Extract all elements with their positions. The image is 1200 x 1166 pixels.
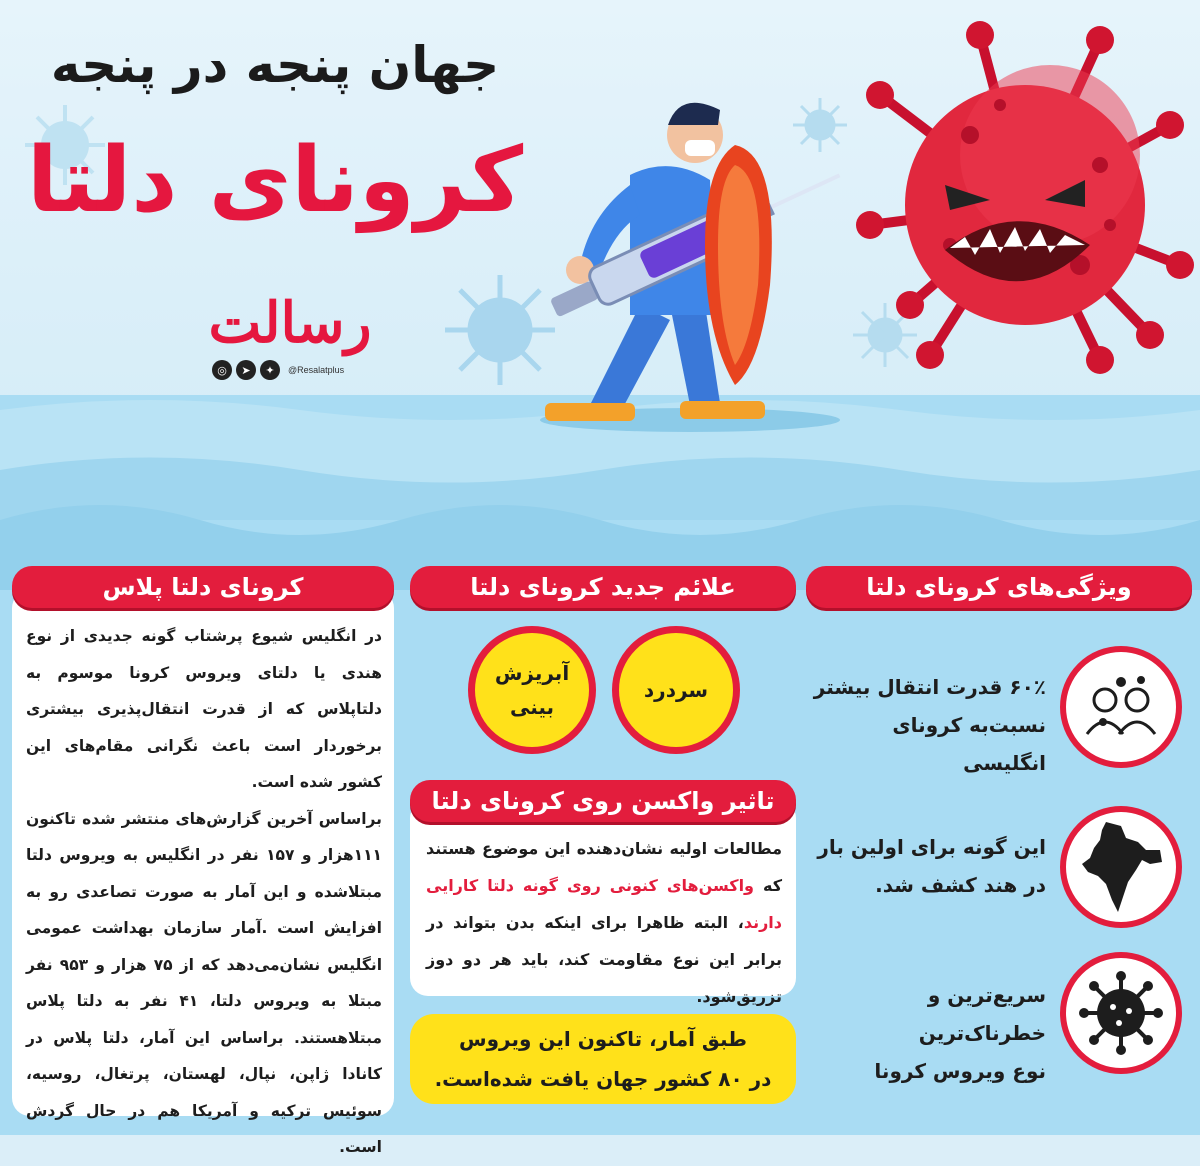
feature-3-line-2: نوع ویروس کرونا (874, 1059, 1046, 1083)
coronavirus-icon (1060, 952, 1182, 1074)
title-line-1: جهان پنجه در پنجه (50, 36, 500, 94)
feature-3-line-1: سریع‌ترین و خطرناک‌ترین (918, 983, 1046, 1045)
delta-plus-paragraph-2: براساس آخرین گزارش‌های منتشر شده تاکنون ۱۱۱هزار و ۱۵۷ نفر در انگلیس به ویروس دلتا مبتلاشده و این آمار به صورت تصاعدی رو به افزایش است .آمار سازمان بهداشت عمومی انگلیس نشان‌می‌دهد که از ۷۵ هزار و ۹۵۳ نفر مبتلا به ویروس دلتا، ۴۱ نفر به دلتا پلاس مبتلاهستند. براساس این آمار، دلتا پلاس در کانادا ژاپن، نپال، لهستان، پرتغال، روسیه، سوئیس ترکیه و آمریکا هم در حال گردش است. (26, 809, 383, 1156)
vaccine-text-before: مطالعات اولیه نشان‌دهنده این موضوع هستند که (426, 839, 783, 895)
social-handle: @Resalatplus (288, 365, 345, 375)
vaccine-text-highlight: واکسن‌های کنونی روی گونه دلتا کارایی دارند (426, 876, 782, 932)
features-heading: ویژگی‌های کرونای دلتا (806, 566, 1192, 608)
symptom-headache: سردرد (612, 626, 740, 754)
delta-plus-text (26, 618, 382, 1166)
symptoms-heading: علائم جدید کرونای دلتا (410, 566, 796, 608)
title-line-2: کرونای دلتا (26, 128, 524, 233)
feature-item-2 (806, 828, 1046, 904)
social-bar (212, 360, 344, 380)
delta-plus-heading: کرونای دلتا پلاس (12, 566, 394, 608)
feature-item-3 (806, 976, 1046, 1090)
india-map-icon (1060, 806, 1182, 928)
brand-logo: رسالت (208, 290, 372, 356)
stat-box (410, 1014, 796, 1104)
vaccine-heading: تاثیر واکسن روی کرونای دلتا (410, 780, 796, 822)
stat-line-2: در ۸۰ کشور جهان یافت شده‌است. (434, 1067, 772, 1091)
vaccine-text-after: ، البته ظاهرا برای اینکه بدن بتواند در برابر این نوع مقاومت کند، باید هر دو دوز تزریق‌شود. (426, 913, 782, 1006)
feature-1-line-1: ۶۰٪ قدرت انتقال بیشتر (813, 675, 1046, 699)
doctor-illustration (520, 85, 860, 435)
feature-2-line-1: این گونه برای اولین بار (817, 835, 1046, 859)
twitter-icon[interactable]: ✦ (260, 360, 280, 380)
people-virus-icon (1060, 646, 1182, 768)
feature-item-1 (806, 668, 1046, 782)
delta-plus-paragraph-1: در انگلیس شیوع پرشتاب گونه جدیدی از نوع هندی یا دلتای ویروس کرونا موسوم به دلتاپلاس که از قدرت انتقال‌پذیری بیشتری برخوردار است باعث نگرانی مقام‌های این کشور شده است. (26, 627, 382, 791)
feature-1-line-2: نسبت‌به کرونای انگلیسی (892, 713, 1046, 775)
telegram-icon[interactable]: ➤ (236, 360, 256, 380)
stat-line-1: طبق آمار، تاکنون این ویروس (459, 1027, 747, 1051)
instagram-icon[interactable]: ◎ (212, 360, 232, 380)
symptom-runny-nose: آبریزش بینی (468, 626, 596, 754)
vaccine-text (426, 830, 782, 1015)
feature-2-line-2: در هند کشف شد. (875, 873, 1046, 897)
delta-virus-illustration (850, 15, 1195, 390)
